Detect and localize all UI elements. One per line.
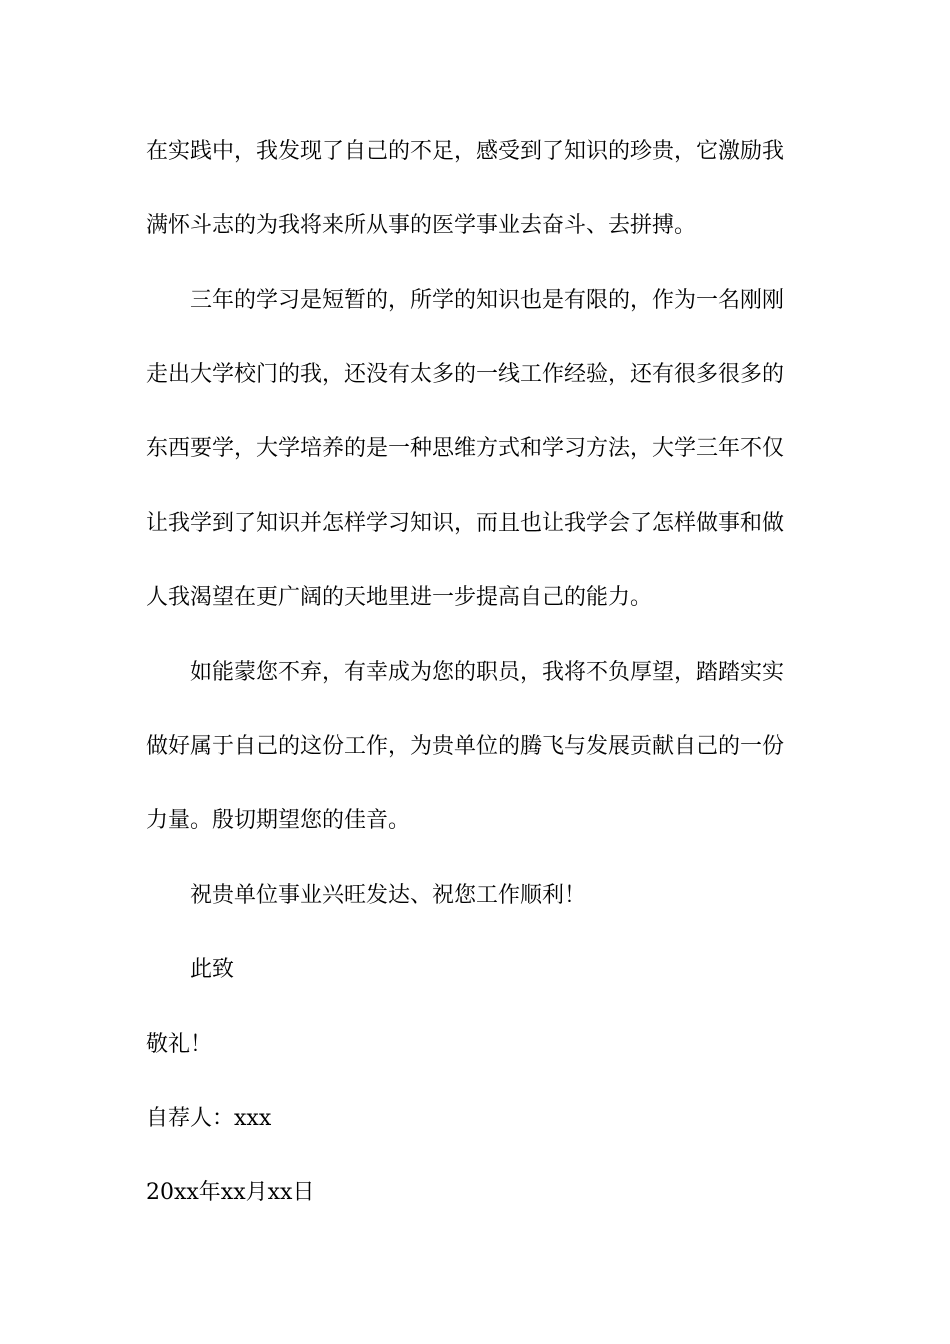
paragraph-3-line-3: 力量。殷切期望您的佳音。: [146, 808, 411, 833]
signature-line: 自荐人：xxx: [146, 1106, 272, 1131]
paragraph-1-line-2: 满怀斗志的为我将来所从事的医学事业去奋斗、去拼搏。: [146, 213, 697, 238]
closing-salute: 敬礼！: [146, 1032, 213, 1057]
paragraph-2-line-1: 三年的学习是短暂的，所学的知识也是有限的，作为一名刚刚: [190, 288, 785, 313]
paragraph-3-line-1: 如能蒙您不弃，有幸成为您的职员，我将不负厚望，踏踏实实: [190, 660, 785, 685]
closing-greeting: 此致: [190, 957, 235, 982]
date-line: 20xx年xx月xx日: [146, 1180, 315, 1205]
paragraph-1-line-1: 在实践中，我发现了自己的不足，感受到了知识的珍贵，它激励我: [146, 139, 785, 164]
wishes-line: 祝贵单位事业兴旺发达、祝您工作顺利！: [190, 883, 587, 908]
paragraph-2-line-4: 让我学到了知识并怎样学习知识，而且也让我学会了怎样做事和做: [146, 511, 785, 536]
paragraph-3-line-2: 做好属于自己的这份工作，为贵单位的腾飞与发展贡献自己的一份: [146, 734, 785, 759]
paragraph-2-line-3: 东西要学，大学培养的是一种思维方式和学习方法，大学三年不仅: [146, 436, 785, 461]
paragraph-2-line-2: 走出大学校门的我，还没有太多的一线工作经验，还有很多很多的: [146, 362, 785, 387]
paragraph-2-line-5: 人我渴望在更广阔的天地里进一步提高自己的能力。: [146, 585, 653, 610]
